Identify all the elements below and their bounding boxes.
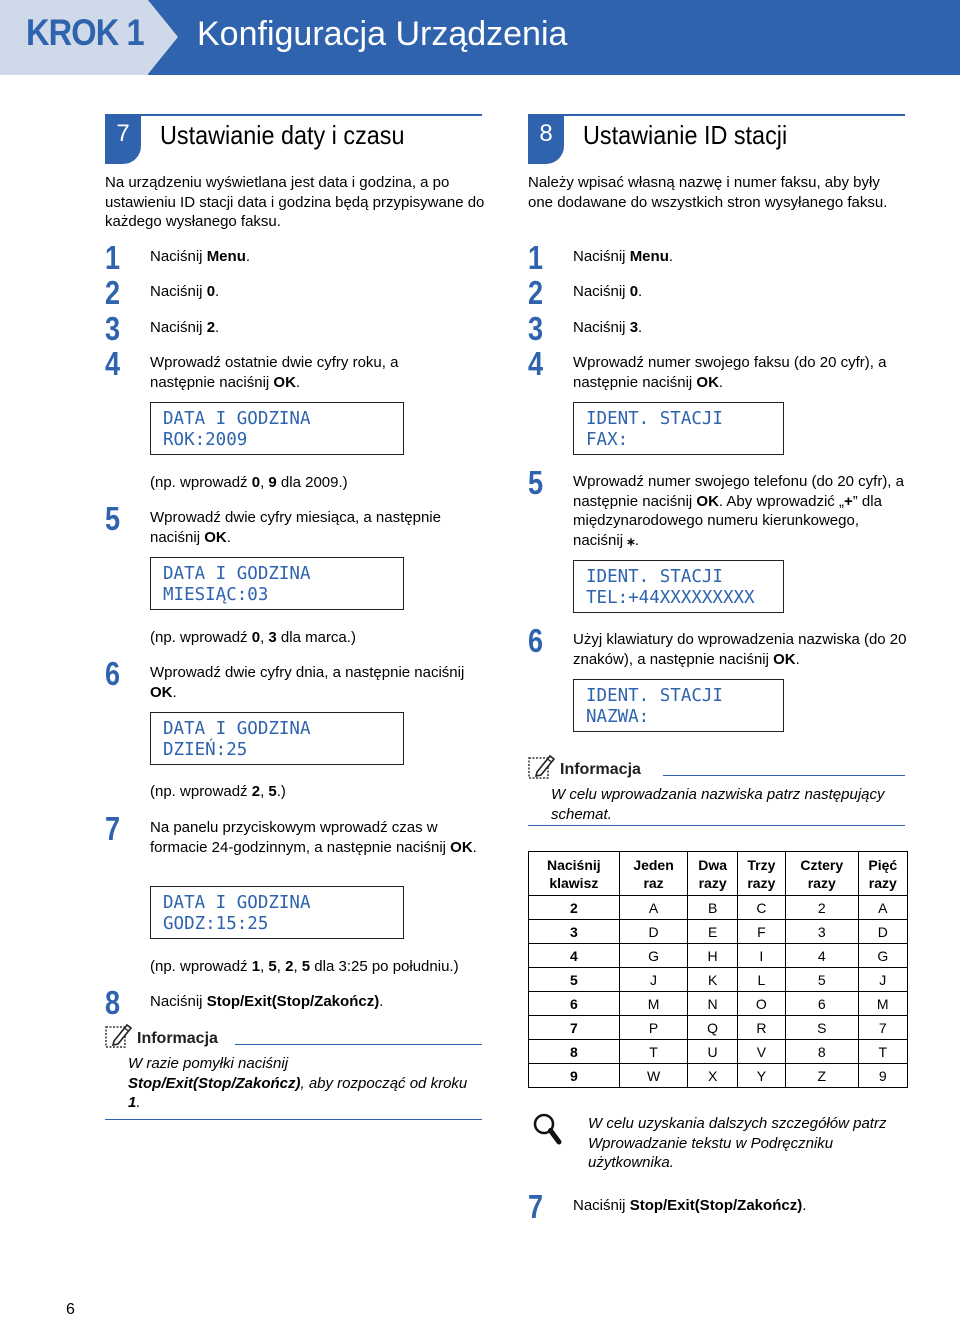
lcd-line-1: DATA I GODZINA	[163, 719, 311, 739]
section-heading-left	[105, 114, 482, 164]
table-cell: U	[688, 1040, 737, 1064]
step-number: 3	[528, 310, 544, 347]
step-text: Naciśnij Stop/Exit(Stop/Zakończ).	[150, 993, 384, 1010]
lcd-line-2: FAX:	[586, 430, 629, 450]
page-title: Konfiguracja Urządzenia	[197, 15, 568, 53]
lcd-display	[150, 402, 404, 455]
lcd-display	[573, 560, 784, 613]
note-heading	[528, 753, 905, 783]
step-number: 7	[105, 810, 121, 847]
table-cell: Z	[785, 1064, 858, 1088]
section-intro: Należy wpisać własną nazwę i numer faksu, aby były one dodawane do wszystkich stron wysyłanego faksu.	[528, 174, 888, 211]
table-cell: 9	[858, 1064, 907, 1088]
lcd-display	[150, 712, 404, 765]
table-cell: D	[858, 920, 907, 944]
table-row	[529, 992, 908, 1016]
step-text: Naciśnij Menu.	[573, 248, 674, 265]
table-cell: G	[858, 944, 907, 968]
note-pencil-icon	[528, 753, 558, 781]
table-cell: N	[688, 992, 737, 1016]
key-table	[528, 851, 908, 1088]
table-row	[529, 1016, 908, 1040]
table-cell: 3	[529, 920, 620, 944]
table-row	[529, 944, 908, 968]
lcd-line-2: TEL:+44XXXXXXXXX	[586, 588, 755, 608]
step-number: 8	[105, 984, 121, 1021]
step-text: Wprowadź dwie cyfry miesiąca, a następnie naciśnij OK.	[150, 509, 441, 546]
table-cell: A	[619, 896, 688, 920]
example-text: (np. wprowadź 0, 3 dla marca.)	[150, 629, 356, 646]
lcd-line-2: GODZ:15:25	[163, 914, 269, 934]
table-cell: B	[688, 896, 737, 920]
section-number: 7	[116, 120, 130, 147]
table-cell: R	[737, 1016, 785, 1040]
lcd-line-1: DATA I GODZINA	[163, 564, 311, 584]
table-cell: 8	[785, 1040, 858, 1064]
section-number-tab	[528, 114, 564, 164]
table-cell: 9	[529, 1064, 620, 1088]
table-cell: E	[688, 920, 737, 944]
lcd-display	[573, 402, 784, 455]
table-cell: X	[688, 1064, 737, 1088]
table-cell: W	[619, 1064, 688, 1088]
lcd-line-2: NAZWA:	[586, 707, 650, 727]
lcd-line-1: DATA I GODZINA	[163, 409, 311, 429]
table-row	[529, 1040, 908, 1064]
lcd-line-2: DZIEŃ:25	[163, 740, 248, 760]
table-cell: I	[737, 944, 785, 968]
lcd-line-2: ROK:2009	[163, 430, 248, 450]
table-cell: F	[737, 920, 785, 944]
step-text: Wprowadź numer swojego telefonu (do 20 cyfr), a następnie naciśnij OK. Aby wprowadzić „+” dla międzynarodowego numeru kierunkowego, naciśnij ⁎.	[573, 473, 904, 549]
table-cell: M	[619, 992, 688, 1016]
table-row	[529, 920, 908, 944]
step-text: Naciśnij 0.	[573, 283, 643, 300]
step-number: 2	[105, 274, 121, 311]
table-cell: P	[619, 1016, 688, 1040]
step-text: Naciśnij Menu.	[150, 248, 251, 265]
step-text: Wprowadź dwie cyfry dnia, a następnie naciśnij OK.	[150, 664, 465, 701]
step-text: Naciśnij Stop/Exit(Stop/Zakończ).	[573, 1197, 807, 1214]
lcd-display	[573, 679, 784, 732]
table-cell: M	[858, 992, 907, 1016]
table-row	[529, 896, 908, 920]
table-cell: O	[737, 992, 785, 1016]
step-text: Użyj klawiatury do wprowadzenia nazwiska (do 20 znaków), a następnie naciśnij OK.	[573, 631, 907, 668]
step-text: Naciśnij 3.	[573, 319, 643, 336]
table-cell: T	[619, 1040, 688, 1064]
table-cell: T	[858, 1040, 907, 1064]
table-cell: 8	[529, 1040, 620, 1064]
step-text: Wprowadź numer swojego faksu (do 20 cyfr), a następnie naciśnij OK.	[573, 354, 887, 391]
step-number: 6	[105, 655, 121, 692]
table-header-cell: Trzy razy	[737, 852, 785, 896]
section-number-tab	[105, 114, 141, 164]
section-title: Ustawianie daty i czasu	[160, 120, 405, 150]
step-number: 4	[528, 345, 544, 382]
table-header-cell: Pięć razy	[858, 852, 907, 896]
step-number: 4	[105, 345, 121, 382]
note-bottom-rule	[528, 825, 905, 826]
table-cell: J	[619, 968, 688, 992]
step-number: 6	[528, 622, 544, 659]
step-text: Na panelu przyciskowym wprowadź czas w formacie 24-godzinnym, a następnie naciśnij OK.	[150, 819, 477, 856]
table-row	[529, 968, 908, 992]
lcd-display	[150, 557, 404, 610]
note-text: W celu wprowadzania nazwiska patrz następujący schemat.	[551, 786, 885, 823]
table-cell: V	[737, 1040, 785, 1064]
table-cell: 4	[785, 944, 858, 968]
krok-arrow	[148, 0, 178, 74]
table-cell: 2	[785, 896, 858, 920]
step-number: 5	[528, 464, 544, 501]
lcd-line-1: IDENT. STACJI	[586, 686, 723, 706]
step-text: Wprowadź ostatnie dwie cyfry roku, a następnie naciśnij OK.	[150, 354, 399, 391]
note-rule	[663, 775, 905, 776]
table-cell: Q	[688, 1016, 737, 1040]
table-cell: L	[737, 968, 785, 992]
example-text: (np. wprowadź 2, 5.)	[150, 783, 286, 800]
table-cell: A	[858, 896, 907, 920]
table-cell: 4	[529, 944, 620, 968]
tip-text: W celu uzyskania dalszych szczegółów patrz Wprowadzanie tekstu w Podręczniku użytkownika.	[588, 1115, 887, 1171]
table-header-cell: Dwa razy	[688, 852, 737, 896]
table-cell: G	[619, 944, 688, 968]
table-cell: 5	[785, 968, 858, 992]
table-cell: Y	[737, 1064, 785, 1088]
table-cell: H	[688, 944, 737, 968]
section-heading-right	[528, 114, 905, 164]
table-cell: 2	[529, 896, 620, 920]
note-heading	[105, 1022, 482, 1052]
lcd-line-2: MIESIĄC:03	[163, 585, 269, 605]
lcd-display	[150, 886, 404, 939]
step-number: 1	[105, 239, 121, 276]
note-label: Informacja	[560, 761, 641, 778]
example-text: (np. wprowadź 0, 9 dla 2009.)	[150, 474, 348, 491]
table-header-cell: Jeden raz	[619, 852, 688, 896]
table-cell: 5	[529, 968, 620, 992]
note-text: W razie pomyłki naciśnij Stop/Exit(Stop/Zakończ), aby rozpocząć od kroku 1.	[128, 1055, 468, 1111]
lcd-line-1: DATA I GODZINA	[163, 893, 311, 913]
step-number: 1	[528, 239, 544, 276]
table-cell: S	[785, 1016, 858, 1040]
step-text: Naciśnij 2.	[150, 319, 220, 336]
lcd-line-1: IDENT. STACJI	[586, 409, 723, 429]
krok-label: KROK 1	[26, 12, 144, 53]
table-row	[529, 1064, 908, 1088]
step-number: 7	[528, 1188, 544, 1225]
step-text: Naciśnij 0.	[150, 283, 220, 300]
magnifier-icon	[532, 1112, 562, 1146]
table-cell: K	[688, 968, 737, 992]
note-pencil-icon	[105, 1022, 135, 1050]
table-header-row	[529, 852, 908, 896]
lcd-line-1: IDENT. STACJI	[586, 567, 723, 587]
section-intro: Na urządzeniu wyświetlana jest data i godzina, a po ustawieniu ID stacji data i godzina będą przypisywane do każdego wysłanego faksu.	[105, 174, 485, 230]
table-cell: D	[619, 920, 688, 944]
section-number: 8	[539, 120, 553, 147]
note-rule	[235, 1044, 482, 1045]
table-cell: J	[858, 968, 907, 992]
table-cell: C	[737, 896, 785, 920]
example-text: (np. wprowadź 1, 5, 2, 5 dla 3:25 po południu.)	[150, 958, 459, 975]
table-cell: 3	[785, 920, 858, 944]
step-number: 3	[105, 310, 121, 347]
page-number: 6	[66, 1301, 75, 1318]
note-label: Informacja	[137, 1030, 218, 1047]
section-title: Ustawianie ID stacji	[583, 120, 788, 150]
table-header-cell: Cztery razy	[785, 852, 858, 896]
table-header-cell: Naciśnij klawisz	[529, 852, 620, 896]
table-cell: 6	[785, 992, 858, 1016]
table-cell: 6	[529, 992, 620, 1016]
table-cell: 7	[529, 1016, 620, 1040]
step-number: 2	[528, 274, 544, 311]
note-bottom-rule	[105, 1119, 482, 1120]
page-header	[0, 0, 960, 75]
table-cell: 7	[858, 1016, 907, 1040]
step-number: 5	[105, 500, 121, 537]
